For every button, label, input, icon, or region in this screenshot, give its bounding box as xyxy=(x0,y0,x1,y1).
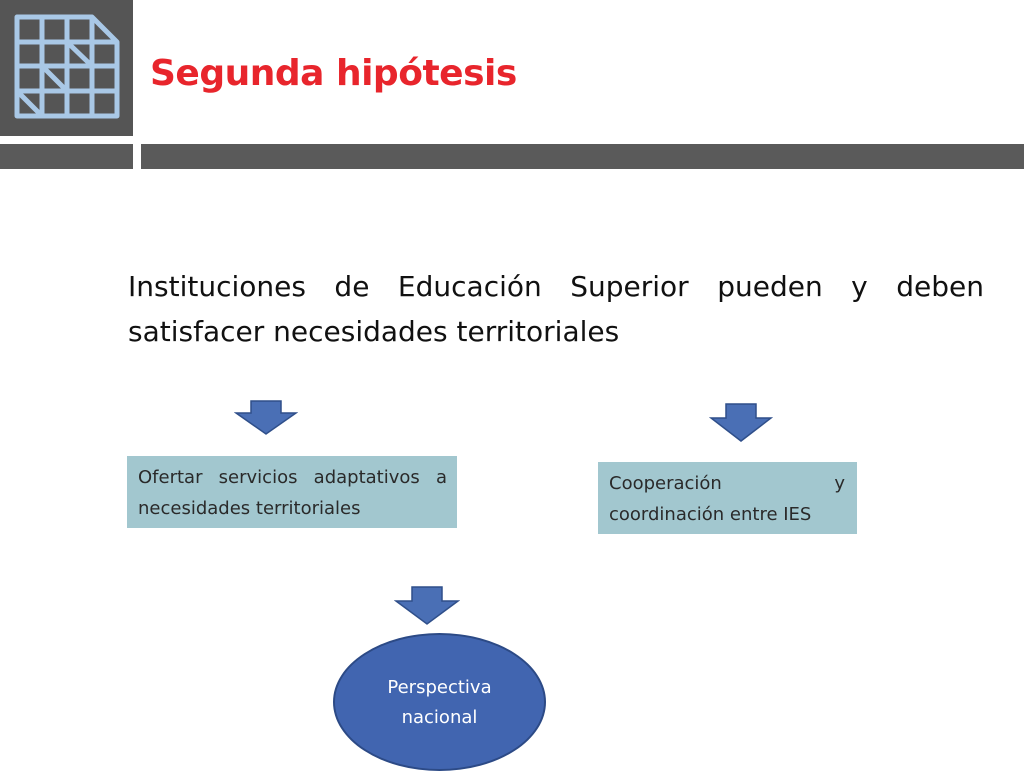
ellipse-label-line1: Perspectiva xyxy=(387,677,492,698)
ellipse-label-line2: nacional xyxy=(401,707,478,728)
box-offer-services xyxy=(127,456,457,528)
down-arrow-icon-left xyxy=(234,400,298,436)
hypothesis-statement: Instituciones de Educación Superior pueden y deben satisfacer necesidades territoriales xyxy=(128,270,984,348)
down-arrow-icon-bottom xyxy=(394,586,460,626)
down-arrow-icon-right xyxy=(709,403,773,443)
ellipse-label xyxy=(333,673,546,733)
header-bar-left xyxy=(0,144,133,169)
grid-table-icon xyxy=(0,0,133,136)
logo xyxy=(0,0,133,136)
page-title: Segunda hipótesis xyxy=(150,53,517,94)
box-offer-services-text: Ofertar servicios adaptativos a necesidades territoriales xyxy=(138,467,447,519)
box-cooperation xyxy=(598,462,857,534)
header-bar-right xyxy=(141,144,1024,169)
box-cooperation-text: Cooperación y coordinación entre IES xyxy=(609,473,845,525)
